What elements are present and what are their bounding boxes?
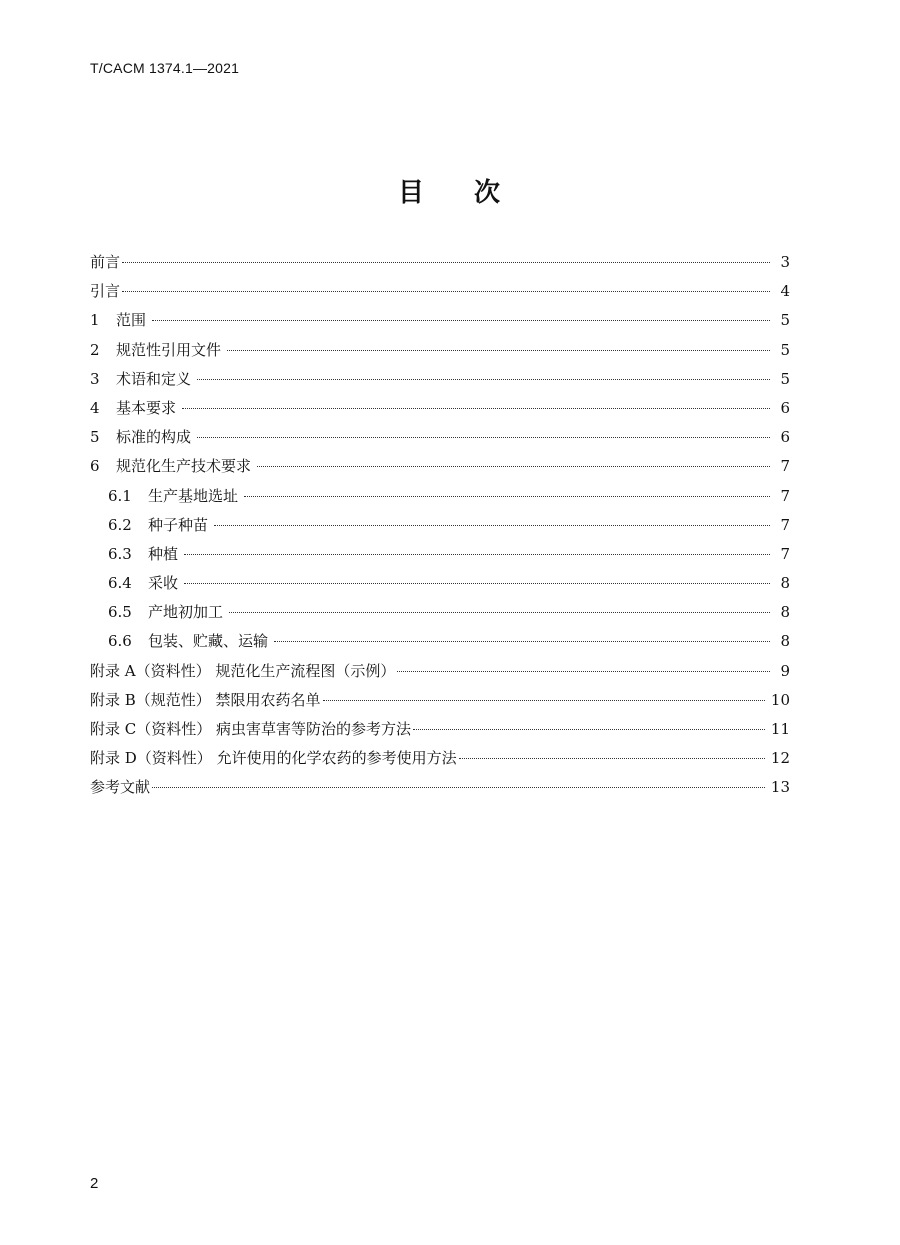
toc-entry-page: 7 xyxy=(780,457,790,476)
toc-entry[interactable] xyxy=(90,540,790,569)
toc-entry-label: 生产基地选址 xyxy=(148,486,239,505)
toc-entry[interactable] xyxy=(90,657,790,686)
toc-entry-label: 采收 xyxy=(148,574,179,593)
toc-entry-label: 附录 B（规范性） 禁限用农药名单 xyxy=(90,690,321,709)
toc-dot-leader xyxy=(152,320,770,321)
toc-title xyxy=(0,172,900,209)
toc-entry-label: 规范性引用文件 xyxy=(116,340,222,359)
toc-entry[interactable] xyxy=(90,627,790,656)
toc-dot-leader xyxy=(257,466,770,467)
toc-entry-label: 基本要求 xyxy=(116,398,177,417)
toc-entry-page: 8 xyxy=(780,603,790,622)
toc-entry[interactable] xyxy=(90,452,790,481)
toc-dot-leader xyxy=(182,408,770,409)
toc-entry-number: 2 xyxy=(90,340,100,359)
toc-entry-number: 4 xyxy=(90,398,100,417)
toc-entry-label: 附录 C（资料性） 病虫害草害等防治的参考方法 xyxy=(90,720,412,738)
toc-entry[interactable] xyxy=(90,336,790,365)
toc-entry-page: 4 xyxy=(780,282,790,301)
toc-entry-page: 6 xyxy=(780,398,790,417)
toc-entry-number: 6.2 xyxy=(108,515,132,534)
toc-entry-label: 附录 D（资料性） 允许使用的化学农药的参考使用方法 xyxy=(90,749,457,768)
toc-entry-number: 3 xyxy=(90,369,100,388)
toc-entry-label: 标准的构成 xyxy=(116,428,192,447)
toc-entry-label: 引言 xyxy=(90,282,121,301)
toc-entry-label: 范围 xyxy=(116,311,147,330)
toc-entry-label: 种子种苗 xyxy=(148,515,209,534)
toc-title-char-2: 次 xyxy=(474,178,503,208)
toc-entry-page: 7 xyxy=(780,515,790,534)
toc-dot-leader xyxy=(413,729,765,730)
toc-entry-number: 6.5 xyxy=(108,603,132,622)
toc-dot-leader xyxy=(184,554,770,555)
toc-title-char-1: 目 xyxy=(397,178,426,208)
toc-entry[interactable] xyxy=(90,365,790,394)
toc-entry-number: 1 xyxy=(90,311,100,330)
toc-entry-page: 7 xyxy=(780,544,790,563)
toc-entry-number: 6.4 xyxy=(108,574,132,593)
toc-entry-number: 5 xyxy=(90,428,100,447)
toc-entry-label: 附录 A（资料性） 规范化生产流程图（示例） xyxy=(90,661,396,680)
toc-entry-page: 5 xyxy=(780,311,790,330)
toc-dot-leader xyxy=(197,437,770,438)
toc-entry[interactable] xyxy=(90,744,790,773)
toc-entry[interactable] xyxy=(90,511,790,540)
toc-entry[interactable] xyxy=(90,482,790,511)
table-of-contents xyxy=(90,248,790,803)
toc-entry[interactable] xyxy=(90,423,790,452)
toc-entry-label: 规范化生产技术要求 xyxy=(116,457,252,476)
toc-dot-leader xyxy=(459,758,765,759)
toc-dot-leader xyxy=(152,787,765,788)
toc-entry-page: 8 xyxy=(780,574,790,593)
toc-entry-page: 10 xyxy=(770,690,790,709)
toc-entry[interactable] xyxy=(90,306,790,335)
toc-entry[interactable] xyxy=(90,773,790,802)
toc-entry[interactable] xyxy=(90,598,790,627)
toc-entry-label: 包装、贮藏、运输 xyxy=(148,632,269,651)
page-number: 2 xyxy=(90,1175,99,1192)
toc-entry[interactable] xyxy=(90,394,790,423)
toc-entry-number: 6.6 xyxy=(108,632,132,651)
toc-entry-label: 种植 xyxy=(148,544,179,563)
toc-dot-leader xyxy=(229,612,770,613)
toc-dot-leader xyxy=(184,583,770,584)
toc-dot-leader xyxy=(122,291,770,292)
toc-entry-page: 6 xyxy=(780,428,790,447)
toc-entry-page: 9 xyxy=(780,661,790,680)
toc-entry-page: 5 xyxy=(780,340,790,359)
toc-dot-leader xyxy=(122,262,770,263)
toc-dot-leader xyxy=(227,350,770,351)
toc-entry-label: 产地初加工 xyxy=(148,603,224,622)
document-code: T/CACM 1374.1—2021 xyxy=(90,60,240,76)
toc-entry-page: 7 xyxy=(780,486,790,505)
toc-dot-leader xyxy=(397,671,770,672)
toc-entry[interactable] xyxy=(90,715,790,744)
toc-entry-number: 6.3 xyxy=(108,544,132,563)
toc-entry-label: 参考文献 xyxy=(90,778,151,797)
toc-entry-page: 12 xyxy=(770,749,790,768)
toc-entry[interactable] xyxy=(90,277,790,306)
toc-entry-page: 13 xyxy=(770,778,790,797)
toc-entry-page: 8 xyxy=(780,632,790,651)
toc-dot-leader xyxy=(244,496,770,497)
toc-entry-label: 前言 xyxy=(90,253,121,271)
toc-dot-leader xyxy=(214,525,770,526)
toc-entry-number: 6.1 xyxy=(108,486,132,505)
toc-dot-leader xyxy=(197,379,770,380)
toc-entry-page: 11 xyxy=(770,720,790,738)
toc-entry-label: 术语和定义 xyxy=(116,369,192,388)
toc-entry[interactable] xyxy=(90,248,790,277)
toc-entry-page: 3 xyxy=(780,253,790,271)
toc-entry[interactable] xyxy=(90,569,790,598)
toc-dot-leader xyxy=(323,700,765,701)
toc-dot-leader xyxy=(274,641,770,642)
toc-entry-number: 6 xyxy=(90,457,100,476)
toc-entry-page: 5 xyxy=(780,369,790,388)
toc-entry[interactable] xyxy=(90,686,790,715)
